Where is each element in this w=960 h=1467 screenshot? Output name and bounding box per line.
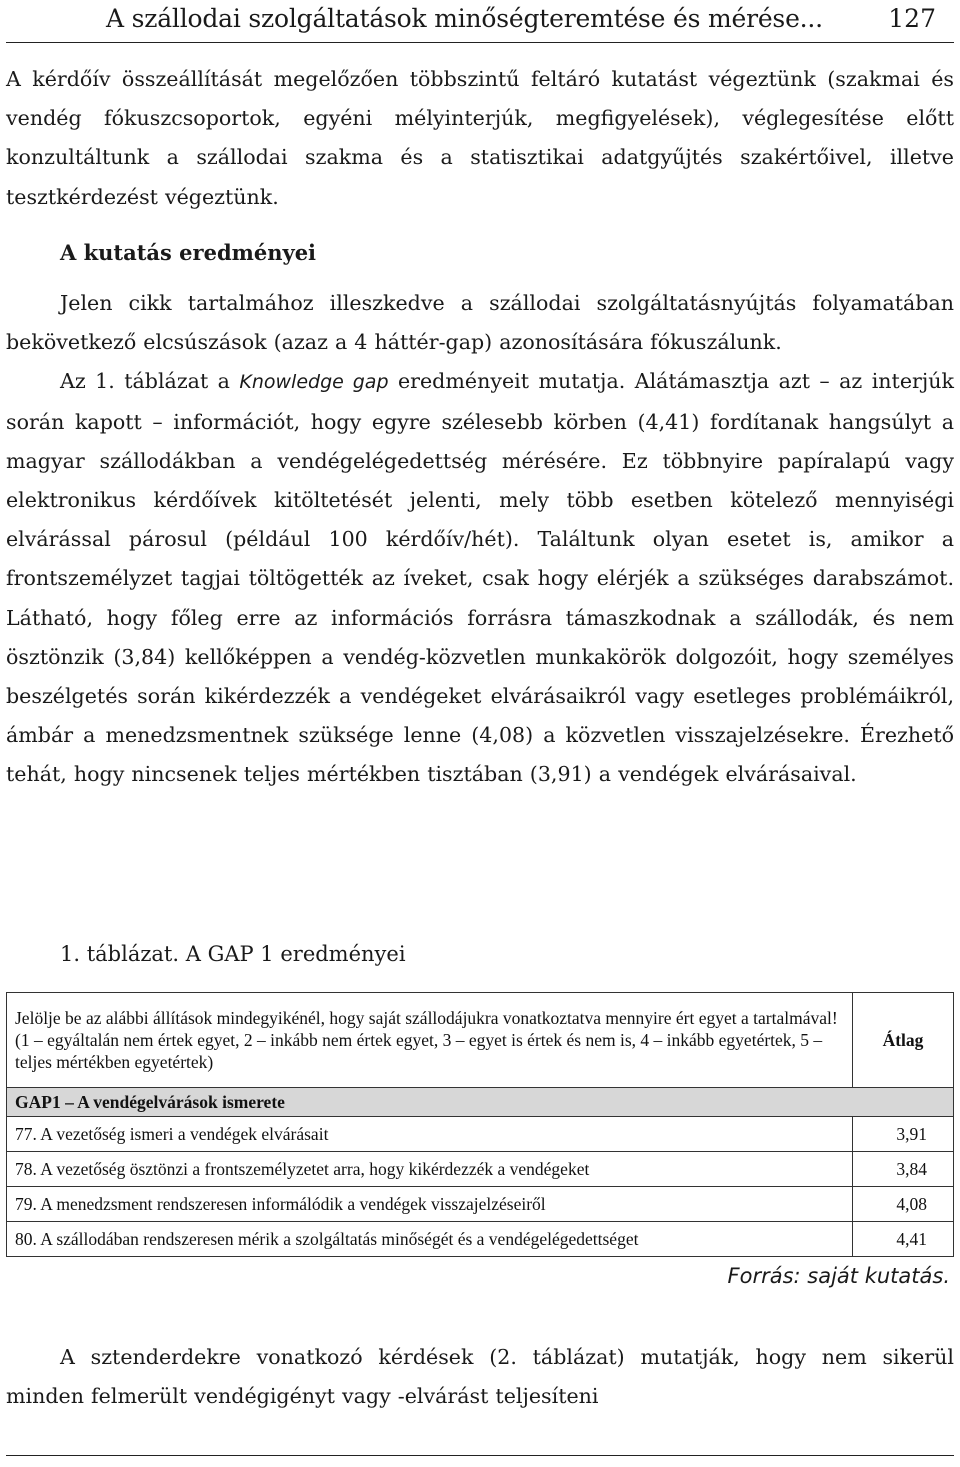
section-title-cell: GAP1 – A vendégelvárások ismerete bbox=[7, 1088, 954, 1117]
table-row bbox=[7, 1117, 954, 1152]
average-value-cell: 4,41 bbox=[853, 1222, 954, 1257]
knowledge-gap-term: Knowledge gap bbox=[239, 371, 389, 394]
table-row bbox=[7, 1222, 954, 1257]
table-header-row bbox=[7, 993, 954, 1088]
bottom-divider bbox=[6, 1455, 954, 1456]
statement-cell: 79. A menedzsment rendszeresen informálódik a vendégek visszajelzéseiről bbox=[7, 1187, 853, 1222]
section-heading: A kutatás eredményei bbox=[60, 240, 317, 265]
results-block bbox=[6, 284, 954, 795]
gap1-results-table bbox=[6, 992, 954, 1257]
statement-cell: 78. A vezetőség ösztönzi a frontszemélyzetet arra, hogy kikérdezzék a vendégeket bbox=[7, 1152, 853, 1187]
page-number: 127 bbox=[888, 4, 936, 33]
intro-paragraph: A kérdőív összeállítását megelőzően többszintű feltáró kutatást végeztünk (szakmai és vendég fókuszcsoportok, egyéni mélyinterjúk, megfigyelések), véglegesítése előtt konzultáltunk a szállodai szakma és a statisztikai adatgyűjtés szakértőivel, illetve tesztkérdezést végeztünk. bbox=[6, 67, 954, 209]
instruction-cell: Jelölje be az alábbi állítások mindegyikénél, hogy saját szállodájukra vonatkoztatva mennyire ért egyet a tartalmával! (1 – egyáltalán nem értek egyet, 2 – inkább nem értek egyet, 3 – egyet is értek és nem is, 4 – inkább egyetértek, 5 – teljes mértékben egyetértek) bbox=[7, 993, 853, 1088]
intro-block bbox=[6, 60, 954, 217]
closing-block bbox=[6, 1338, 954, 1416]
average-value-cell: 3,91 bbox=[853, 1117, 954, 1152]
closing-paragraph: A sztenderdekre vonatkozó kérdések (2. táblázat) mutatják, hogy nem sikerül minden felmerült vendégigényt vagy -elvárást teljesíteni bbox=[6, 1345, 954, 1409]
table-source: Forrás: saját kutatás. bbox=[727, 1264, 950, 1288]
table-caption: 1. táblázat. A GAP 1 eredményei bbox=[60, 942, 406, 966]
statement-cell: 77. A vezetőség ismeri a vendégek elvárásait bbox=[7, 1117, 853, 1152]
paragraph-3 bbox=[6, 362, 954, 794]
running-title: A szállodai szolgáltatások minőségteremtése és mérése... bbox=[106, 4, 823, 33]
average-value-cell: 4,08 bbox=[853, 1187, 954, 1222]
table-row bbox=[7, 1152, 954, 1187]
table-row bbox=[7, 1187, 954, 1222]
average-value-cell: 3,84 bbox=[853, 1152, 954, 1187]
running-header bbox=[6, 0, 954, 43]
table-section-row bbox=[7, 1088, 954, 1117]
average-column-header: Átlag bbox=[853, 993, 954, 1088]
paragraph-3-rest: eredményeit mutatja. Alátámasztja azt – az interjúk során kapott – információt, hogy egyre szélesebb körben (4,41) fordítanak hangsúlyt a magyar szállodákban a vendégelégedettség mérésére. Ez többnyire papíralapú vagy elektronikus kérdőívek kitöltetését jelenti, mely több esetben kötelező mennyiségi elvárással párosul (például 100 kérdőív/hét). Találtunk olyan esetet is, amikor a frontszemélyzet tagjai töltögették az íveket, csak hogy elérjék a szükséges darabszámot. Látható, hogy főleg erre az információs forrásra támaszkodnak a szállodák, és nem ösztönzik (3,84) kellőképpen a vendég-közvetlen munkakörök dolgozóit, hogy személyes beszélgetés során kikérdezzék a vendégeket elvárásaikról vagy esetleges problémáikról, ámbár a menedzsmentnek szüksége lenne (4,08) a közvetlen visszajelzésekre. Érezhető tehát, hogy nincsenek teljes mértékben tisztában (3,91) a vendégek elvárásaival. bbox=[6, 369, 954, 787]
paragraph-3-start: Az 1. táblázat a bbox=[60, 369, 240, 394]
paragraph-2: Jelen cikk tartalmához illeszkedve a szállodai szolgáltatásnyújtás folyamatában bekövetkező elcsúszások (azaz a 4 háttér-gap) azonosítására fókuszálunk. bbox=[6, 291, 954, 355]
statement-cell: 80. A szállodában rendszeresen mérik a szolgáltatás minőségét és a vendégelégedettséget bbox=[7, 1222, 853, 1257]
